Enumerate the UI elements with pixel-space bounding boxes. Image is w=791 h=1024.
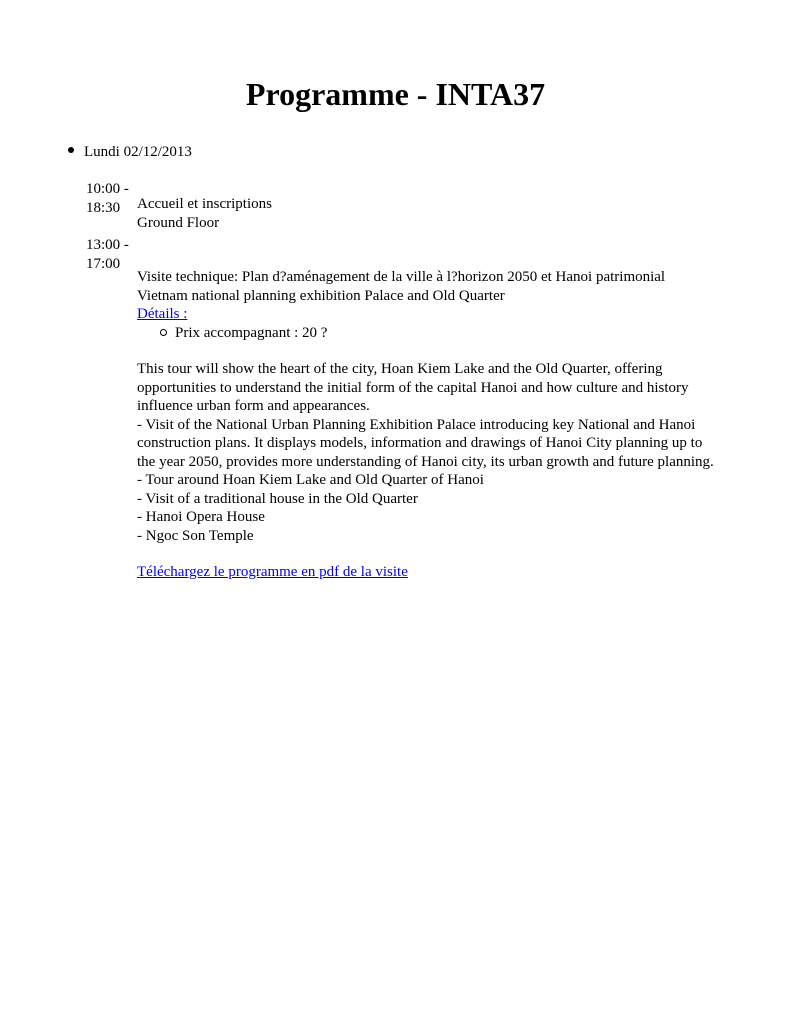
session-details <box>137 195 757 232</box>
description-line: - Tour around Hoan Kiem Lake and Old Quarter of Hanoi <box>137 472 484 488</box>
description-line: This tour will show the heart of the city, Hoan Kiem Lake and the Old Quarter, offering <box>137 361 663 377</box>
session-title: Visite technique: Plan d?aménagement de la ville à l?horizon 2050 et Hanoi patrimonial <box>137 269 666 285</box>
description-line: the year 2050, provides more understanding of Hanoi city, its urban growth and future planning. <box>137 453 714 470</box>
price-item <box>137 324 757 343</box>
time-start: 10:00 - <box>86 181 129 197</box>
bullet-disc-icon <box>68 147 74 153</box>
description-line: - Ngoc Son Temple <box>137 527 254 544</box>
download-pdf-link[interactable]: Téléchargez le programme en pdf de la visite <box>137 564 408 580</box>
session-location: Vietnam national planning exhibition Palace and Old Quarter <box>137 287 505 304</box>
session-title: Accueil et inscriptions <box>137 196 272 212</box>
description-line: - Visit of a traditional house in the Old Quarter <box>137 490 418 507</box>
session-time <box>86 236 136 273</box>
circle-bullet-icon <box>160 329 167 336</box>
description-line: construction plans. It displays models, information and drawings of Hanoi City planning up to <box>137 435 703 451</box>
time-end: 17:00 <box>86 255 121 272</box>
details-link[interactable]: Détails : <box>137 306 188 322</box>
time-start: 13:00 - <box>86 237 129 253</box>
price-text: Prix accompagnant : 20 ? <box>175 324 328 341</box>
description-line: influence urban form and appearances. <box>137 398 370 414</box>
description-line: - Hanoi Opera House <box>137 509 265 525</box>
time-end: 18:30 <box>86 199 121 216</box>
description-line: - Visit of the National Urban Planning Exhibition Palace introducing key National and Hanoi <box>137 416 696 433</box>
session-details <box>137 268 757 582</box>
description <box>137 360 757 545</box>
page-title: Programme - INTA37 <box>245 76 546 112</box>
session-location: Ground Floor <box>137 214 220 231</box>
description-line: opportunities to understand the initial form of the capital Hanoi and how culture and history <box>137 379 689 396</box>
day-heading: Lundi 02/12/2013 <box>84 144 192 160</box>
session-time <box>86 180 136 217</box>
